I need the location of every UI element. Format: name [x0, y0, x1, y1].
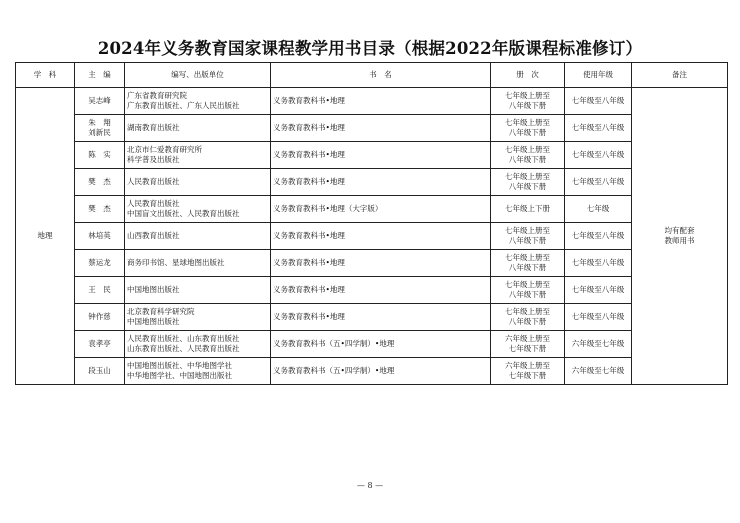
page-title: 2024年义务教育国家课程教学用书目录（根据2022年版课程标准修订）	[97, 39, 643, 58]
editor-name: 袁孝亭	[88, 339, 111, 348]
volume-line: 八年级下册	[508, 182, 547, 191]
publisher-cell	[125, 277, 271, 304]
subject-cell: 地理	[16, 88, 75, 385]
publisher-line: 中国地图出版社、中华地图学社	[127, 361, 232, 370]
book-title-cell: 义务教育教科书•地理	[271, 142, 491, 169]
volume-cell	[491, 142, 565, 169]
table-row	[16, 196, 728, 223]
publisher-cell	[125, 250, 271, 277]
book-title-cell: 义务教育教科书（五•四学制）•地理	[271, 358, 491, 385]
table-row	[16, 277, 728, 304]
volume-line: 七年级下册	[508, 371, 547, 380]
table-row	[16, 358, 728, 385]
header-volume: 册 次	[491, 63, 565, 88]
note-cell	[632, 88, 728, 385]
table-row	[16, 223, 728, 250]
publisher-line: 商务印书馆、星球地图出版社	[127, 258, 225, 267]
grade-cell: 七年级至八年级	[565, 142, 632, 169]
table-row	[16, 142, 728, 169]
textbook-catalog-table	[15, 62, 728, 385]
volume-cell	[491, 115, 565, 142]
book-title-cell: 义务教育教科书•地理	[271, 304, 491, 331]
publisher-line: 人民教育出版社	[127, 177, 180, 186]
publisher-cell	[125, 142, 271, 169]
page-number: — 8 —	[356, 481, 384, 490]
volume-line: 八年级下册	[508, 317, 547, 326]
note-line: 教师用书	[664, 236, 695, 245]
publisher-cell	[125, 358, 271, 385]
grade-cell: 七年级	[565, 196, 632, 223]
grade-cell: 七年级至八年级	[565, 277, 632, 304]
volume-line: 七年级上册至	[505, 118, 550, 127]
editor-name: 蔡运龙	[88, 258, 111, 267]
volume-line: 七年级上册至	[505, 91, 550, 100]
editor-cell	[75, 88, 125, 115]
header-subject: 学 科	[16, 63, 75, 88]
volume-line: 七年级上册至	[505, 145, 550, 154]
volume-line: 八年级下册	[508, 263, 547, 272]
book-title-cell: 义务教育教科书•地理	[271, 277, 491, 304]
publisher-line: 广东教育出版社、广东人民出版社	[127, 101, 240, 110]
header-row	[16, 63, 728, 88]
table-row	[16, 250, 728, 277]
header-grade: 使用年级	[565, 63, 632, 88]
editor-cell	[75, 223, 125, 250]
publisher-cell	[125, 331, 271, 358]
book-title-cell: 义务教育教科书•地理	[271, 169, 491, 196]
publisher-line: 山东教育出版社、人民教育出版社	[127, 344, 240, 353]
volume-cell	[491, 196, 565, 223]
publisher-line: 湖南教育出版社	[127, 123, 180, 132]
editor-name: 段玉山	[88, 366, 111, 375]
editor-cell	[75, 277, 125, 304]
publisher-cell	[125, 196, 271, 223]
editor-name: 林培英	[88, 231, 111, 240]
publisher-cell	[125, 223, 271, 250]
grade-cell: 六年级至七年级	[565, 331, 632, 358]
volume-cell	[491, 358, 565, 385]
editor-name: 吴志峰	[88, 96, 111, 105]
publisher-cell	[125, 169, 271, 196]
volume-cell	[491, 277, 565, 304]
volume-line: 八年级下册	[508, 101, 547, 110]
grade-cell: 七年级至八年级	[565, 169, 632, 196]
table-row	[16, 88, 728, 115]
book-title-cell: 义务教育教科书•地理	[271, 88, 491, 115]
table-row	[16, 331, 728, 358]
publisher-line: 北京市仁爱教育研究所	[127, 145, 202, 154]
editor-name: 樊 杰	[88, 177, 111, 186]
editor-name: 钟作慈	[88, 312, 111, 321]
editor-cell	[75, 331, 125, 358]
publisher-cell	[125, 115, 271, 142]
publisher-line: 广东省教育研究院	[127, 91, 187, 100]
volume-cell	[491, 331, 565, 358]
volume-line: 七年级上下册	[505, 204, 550, 213]
volume-cell	[491, 250, 565, 277]
editor-cell	[75, 142, 125, 169]
book-title-cell: 义务教育教科书•地理	[271, 223, 491, 250]
volume-cell	[491, 88, 565, 115]
publisher-line: 中国地图出版社	[127, 317, 180, 326]
editor-name: 樊 杰	[88, 204, 111, 213]
publisher-line: 中国盲文出版社、人民教育出版社	[127, 209, 240, 218]
table-row	[16, 169, 728, 196]
volume-line: 七年级上册至	[505, 253, 550, 262]
editor-name: 刘新民	[88, 128, 111, 137]
volume-cell	[491, 304, 565, 331]
volume-line: 八年级下册	[508, 128, 547, 137]
header-note: 备注	[632, 63, 728, 88]
volume-line: 八年级下册	[508, 155, 547, 164]
volume-line: 七年级上册至	[505, 280, 550, 289]
editor-cell	[75, 304, 125, 331]
editor-cell	[75, 250, 125, 277]
book-title-cell: 义务教育教科书•地理	[271, 115, 491, 142]
note-line: 均有配套	[664, 226, 695, 235]
volume-line: 七年级上册至	[505, 172, 550, 181]
volume-line: 六年级上册至	[505, 334, 550, 343]
volume-cell	[491, 223, 565, 250]
editor-cell	[75, 358, 125, 385]
editor-cell	[75, 196, 125, 223]
table-row	[16, 115, 728, 142]
editor-name: 王 民	[88, 285, 111, 294]
volume-line: 八年级下册	[508, 236, 547, 245]
book-title-cell: 义务教育教科书•地理	[271, 250, 491, 277]
grade-cell: 七年级至八年级	[565, 223, 632, 250]
publisher-line: 中华地图学社、中国地图出版社	[127, 371, 232, 380]
publisher-line: 科学普及出版社	[127, 155, 180, 164]
publisher-cell	[125, 88, 271, 115]
publisher-line: 北京教育科学研究院	[127, 307, 195, 316]
volume-line: 八年级下册	[508, 290, 547, 299]
grade-cell: 七年级至八年级	[565, 88, 632, 115]
header-publisher: 编写、出版单位	[125, 63, 271, 88]
volume-cell	[491, 169, 565, 196]
book-title-cell: 义务教育教科书•地理（大字版）	[271, 196, 491, 223]
header-editor: 主 编	[75, 63, 125, 88]
publisher-cell	[125, 304, 271, 331]
header-book-title: 书 名	[271, 63, 491, 88]
publisher-line: 山西教育出版社	[127, 231, 180, 240]
publisher-line: 中国地图出版社	[127, 285, 180, 294]
volume-line: 七年级上册至	[505, 226, 550, 235]
grade-cell: 六年级至七年级	[565, 358, 632, 385]
table-row	[16, 304, 728, 331]
editor-cell	[75, 169, 125, 196]
grade-cell: 七年级至八年级	[565, 115, 632, 142]
publisher-line: 人民教育出版社	[127, 199, 180, 208]
editor-name: 陈 实	[88, 150, 111, 159]
grade-cell: 七年级至八年级	[565, 250, 632, 277]
publisher-line: 人民教育出版社、山东教育出版社	[127, 334, 240, 343]
volume-line: 六年级上册至	[505, 361, 550, 370]
volume-line: 七年级上册至	[505, 307, 550, 316]
book-title-cell: 义务教育教科书（五•四学制）•地理	[271, 331, 491, 358]
editor-cell	[75, 115, 125, 142]
volume-line: 七年级下册	[508, 344, 547, 353]
editor-name: 朱 翔	[88, 118, 111, 127]
grade-cell: 七年级至八年级	[565, 304, 632, 331]
